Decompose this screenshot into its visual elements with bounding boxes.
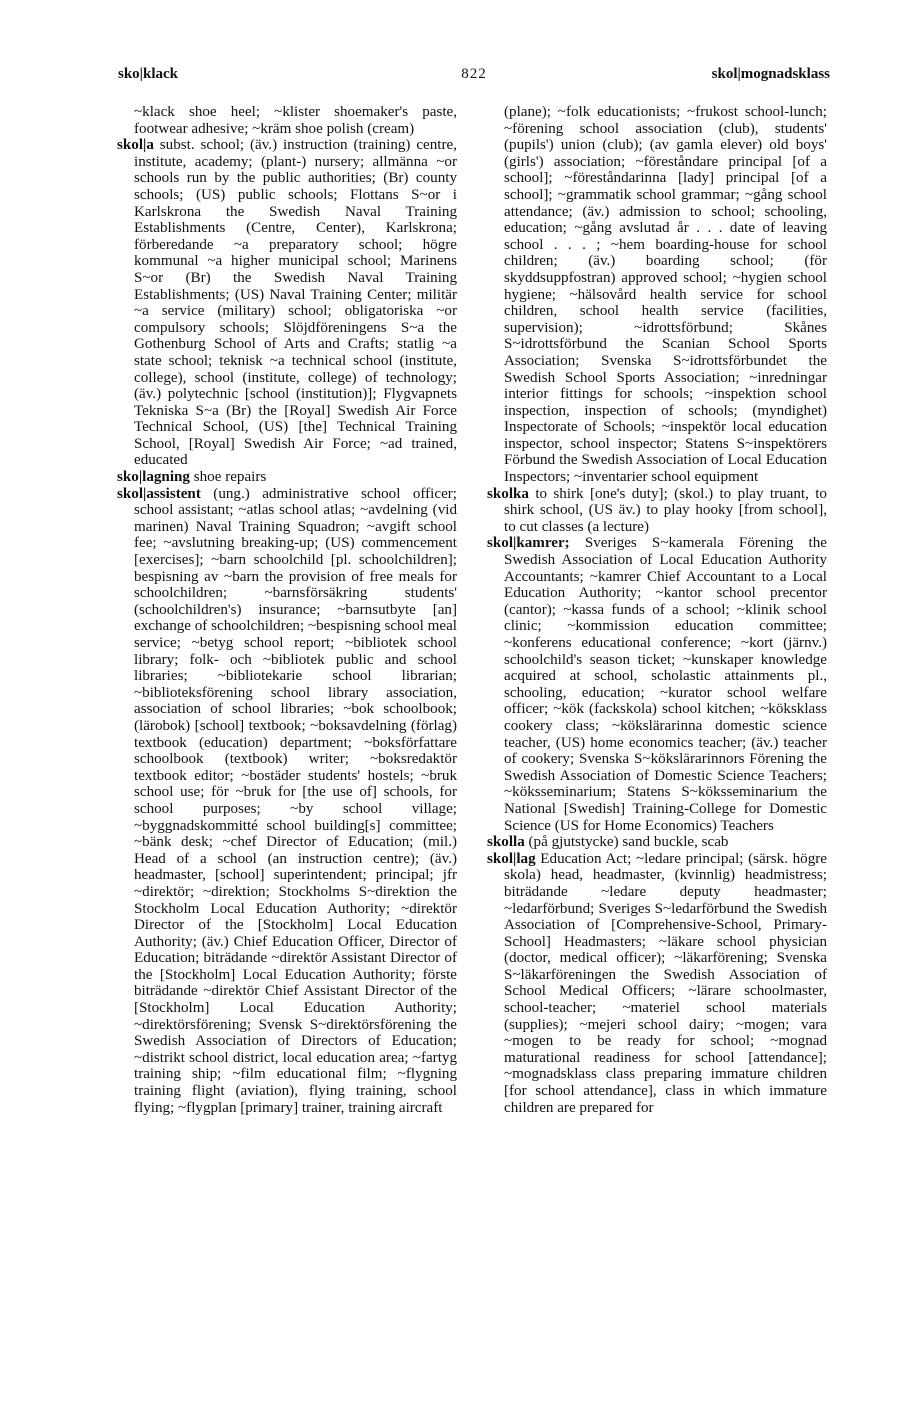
entry-headword: sko|lagning xyxy=(117,469,190,486)
entry-headword: skolka xyxy=(487,485,529,502)
dictionary-entry: (plane); ~folk educationists; ~frukost school-lunch; ~förening school association (club), students' (pupils') union (club); (av gamla elever) old boys' (girls') association; ~föreståndare principal [of a school]; ~föreståndarinna [lady] principal [of a school]; ~grammatik school grammar; ~gång school attendance; (äv.) admission to school; schooling, education; ~gång avslutad år . . . date of leaving school . . . ; ~hem boarding-house for school children; (äv.) boarding school; (för skyddsuppfostran) approved school; ~hygien school hygiene; ~hälsovård health service for school children, school health service (facilities, supervision); ~idrottsförbund; Skånes S~idrottsförbund the Scanian School Sports Association; Svenska S~idrottsförbundet the Swedish School Sports Association; ~inredningar interior fittings for schools; ~inspektion school inspection, inspection of schools; (myndighet) Inspectorate of Schools; ~inspektör local education inspector, school inspector; Statens S~inspektörers Förbund the Swedish Association of Local Education Inspectors; ~inventarier school equipment xyxy=(504,104,827,486)
left-column xyxy=(117,104,457,1116)
entry-headword: skol|assistent xyxy=(117,485,201,502)
right-column xyxy=(487,104,827,1116)
dictionary-entry: skolka to shirk [one's duty]; (skol.) to play truant, to shirk school, (US äv.) to play hooky [from school], to cut classes (a lecture) xyxy=(487,485,827,535)
entry-headword: skol|a xyxy=(117,137,154,154)
dictionary-entry: sko|lagning shoe repairs xyxy=(117,469,267,486)
dictionary-entry: ~klack shoe heel; ~klister shoemaker's paste, footwear adhesive; ~kräm shoe polish (cream) xyxy=(134,104,457,137)
dictionary-entry: skolla (på gjutstycke) sand buckle, scab xyxy=(487,834,729,851)
dictionary-entry: skol|a subst. school; (äv.) instruction (training) centre, institute, academy; (plant-) nursery; allmänna ~or schools run by the public authorities; (Br) county schools; (US) public schools; Flottans S~or i Karlskrona the Swedish Naval Training Establishments (Centre, Center), Karlskrona; förberedande ~a preparatory school; högre kommunal ~a higher municipal school; Marinens S~or (Br) the Swedish Naval Training Establishments; (US) Naval Training Center; militär ~a service (military) school; obligatoriska ~or compulsory schools; Slöjdföreningens S~a the Gothenburg School of Arts and Crafts; statlig ~a state school; teknisk ~a technical school (institute, college), school (institute, college) of technology; (äv.) polytechnic [school (institution)]; Flygvapnets Tekniska S~a (Br) the [Royal] Swedish Air Force Technical School, (US) [the] Technical Training School, [Royal] Swedish Air Force; ~ad trained, educated xyxy=(117,137,457,469)
entry-headword: skol|kamrer; xyxy=(487,535,570,552)
left-guideword: sko|klack xyxy=(118,66,178,82)
page-number: 822 xyxy=(461,66,487,82)
dictionary-entry: skol|lag Education Act; ~ledare principal; (särsk. högre skola) head, headmaster, (kvinnlig) headmistress; biträdande ~ledare deputy headmaster; ~ledarförbund; Sveriges S~ledarförbund the Swedish Association of [Comprehensive-School, Primary-School] Headmasters; ~läkare school physician (doctor, medical officer); ~läkarförening; Svenska S~läkarföreningen the Swedish Association of School Medical Officers; ~lärare schoolmaster, school-teacher; ~materiel school materials (supplies); ~mejeri school dairy; ~mogen; vara ~mogen to be ready for school; ~mognad maturational readiness for school [attendance]; ~mognadsklass class preparing immature children [for school attendance], class in which immature children are prepared for xyxy=(487,850,827,1116)
entry-headword: skolla xyxy=(487,834,525,851)
dictionary-entry: skol|assistent (ung.) administrative school officer; school assistant; ~atlas school atlas; ~avdelning (vid marinen) Naval Training Squadron; ~avgift school fee; ~avslutning breaking-up; (US) commencement [exercises]; ~barn schoolchild [pl. schoolchildren]; bespisning av ~barn the provision of free meals for schoolchildren; ~barnsförsäkring students' (schoolchildren's) insurance; ~barnsutbyte [an] exchange of schoolchildren; ~bespisning school meal service; ~betyg school report; ~bibliotek school library; folk- och ~bibliotek public and school libraries; ~bibliotekarie school librarian; ~biblioteksförening school library association, association of school libraries; ~bok schoolbook; (lärobok) [school] textbook; ~boksavdelning (förlag) textbook (education) department; ~boksförfattare schoolbook (textbook) writer; ~boksredaktör textbook editor; ~bostäder students' hostels; ~bruk school use; för ~bruk for [the use of] schools, for school purposes; ~by school village; ~byggnadskommitté school building[s] committee; ~bänk desk; ~chef Director of Education; (mil.) Head of a school (an instruction centre); (äv.) headmaster, [school] superintendent; principal; jfr ~direktör; ~direktion; Stockholms S~direktion the Stockholm Local Education Authority; ~direktör Director of the [Stockholm] Local Education Authority; (äv.) Chief Education Officer, Director of Education; biträdande ~direktör Assistant Director of the [Stockholm] Local Education Authority; förste biträdande ~direktör Chief Assistant Director of the [Stockholm] Local Education Authority; ~direktörsförening; Svensk S~direktörsförening the Swedish Association of Directors of Education; ~distrikt school district, local education area; ~fartyg training ship; ~film educational film; ~flygning training flight (aviation), flying training, school flying; ~flygplan [primary] trainer, training aircraft xyxy=(117,485,457,1116)
entry-headword: skol|lag xyxy=(487,850,536,867)
right-guideword: skol|mognadsklass xyxy=(711,66,830,82)
page-header xyxy=(118,66,830,88)
dictionary-entry: skol|kamrer; Sveriges S~kamerala Förening the Swedish Association of Local Education Authority Accountants; ~kamrer Chief Accountant to a Local Education Authority; ~kantor school precentor (cantor); ~kassa funds of a school; ~klinik school clinic; ~kommission education committee; ~konferens educational conference; ~kort (järnv.) schoolchild's season ticket; ~kunskaper knowledge acquired at school, scholastic attainments pl., schooling, education; ~kurator school welfare officer; ~kök (fackskola) school kitchen; ~köksklass cookery class; ~kökslärarinna domestic science teacher, (US) home economics teacher; (äv.) teacher of cookery; Svenska S~kökslärarinnors Förening the Swedish Association of Domestic Science Teachers; ~köksseminarium; Statens S~köksseminarium the National [Swedish] Training-College for Domestic Science (US for Home Economics) Teachers xyxy=(487,535,827,834)
